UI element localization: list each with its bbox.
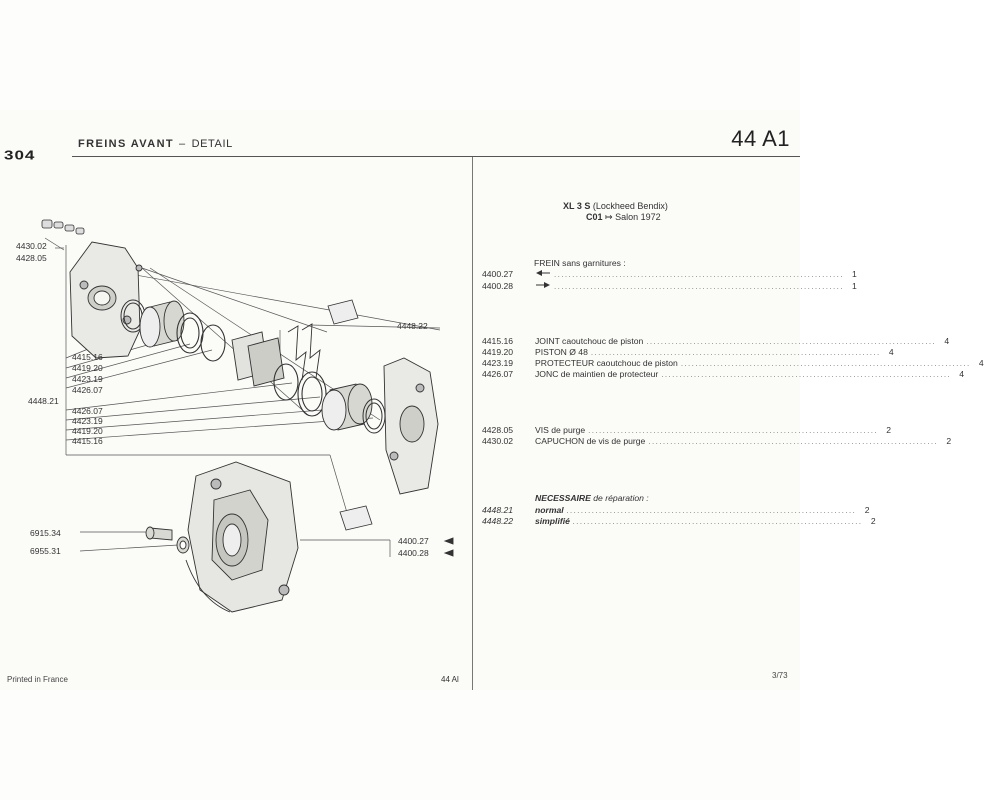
model-code: XL 3 S <box>563 201 591 211</box>
part-qty: 4 <box>959 369 965 379</box>
part-code: 4448.22 <box>482 516 514 526</box>
leader-dots: ................................................................................ <box>646 337 937 346</box>
model-maker: (Lockheed Bendix) <box>592 201 668 211</box>
leader-dots: ................................................................................ <box>572 517 863 526</box>
callout-4448-22: 4448.22 <box>397 321 428 331</box>
part-row <box>482 336 950 346</box>
footer-page-code: 44 Al <box>441 675 459 684</box>
repair-kit-title-bold: NECESSAIRE <box>535 493 591 503</box>
part-code: 4400.27 <box>482 269 514 279</box>
callout-4423-19-upper: 4423.19 <box>72 374 103 384</box>
callout-4415-16-upper: 4415.16 <box>72 352 103 362</box>
part-qty: 4 <box>978 358 984 368</box>
callout-4423-19-lower: 4423.19 <box>72 416 103 426</box>
callout-6915-34: 6915.34 <box>30 528 61 538</box>
page-code: 44 A1 <box>731 126 790 151</box>
section-subtitle: DETAIL <box>191 138 233 150</box>
part-qty: 1 <box>852 281 857 291</box>
from-code: C01 <box>586 212 603 222</box>
callout-4419-20-upper: 4419.20 <box>72 363 103 373</box>
leader-dots: ................................................................................ <box>590 348 881 357</box>
part-code: 4423.19 <box>482 358 514 368</box>
part-desc: PROTECTEUR caoutchouc de piston <box>535 358 678 368</box>
part-qty: 4 <box>944 336 950 346</box>
model-spec <box>563 201 668 211</box>
part-code: 4415.16 <box>482 336 514 346</box>
part-qty: 2 <box>870 516 876 526</box>
part-row <box>482 516 876 526</box>
part-qty: 1 <box>852 269 857 279</box>
callout-4426-07-upper: 4426.07 <box>72 385 103 395</box>
part-desc: CAPUCHON de vis de purge <box>535 436 646 446</box>
part-qty: 2 <box>864 505 870 515</box>
callout-4415-16-lower: 4415.16 <box>72 436 103 446</box>
column-divider <box>472 157 473 690</box>
brand-logo: 304 <box>4 148 36 163</box>
part-row <box>482 369 965 379</box>
right-arrow-icon <box>535 281 551 291</box>
section-title: FREINS AVANT <box>78 138 175 150</box>
part-row <box>482 358 984 368</box>
callout-4428-05: 4428.05 <box>16 253 47 263</box>
leader-dots: ................................................................................ <box>588 426 878 435</box>
part-row <box>482 347 894 357</box>
part-code: 4448.21 <box>482 505 514 515</box>
repair-kit-title <box>535 493 649 503</box>
callout-4426-07-lower: 4426.07 <box>72 406 103 416</box>
group1-title: FREIN sans garnitures : <box>534 258 626 268</box>
repair-kit-title-rest: de réparation : <box>593 493 649 503</box>
callout-6955-31: 6955.31 <box>30 546 61 556</box>
part-qty: 2 <box>886 425 891 435</box>
leader-dots: ................................................................................ <box>680 359 971 368</box>
leader-dots: ................................................................................ <box>566 506 857 515</box>
left-arrow-icon <box>535 269 551 279</box>
part-code: 4428.05 <box>482 425 514 435</box>
part-row <box>482 505 870 515</box>
title-separator: – <box>179 138 187 150</box>
footer-printed: Printed in France <box>7 675 68 684</box>
callout-4400-27: 4400.27 <box>398 536 429 546</box>
callout-4400-28: 4400.28 <box>398 548 429 558</box>
part-desc: VIS de purge <box>535 425 586 435</box>
callout-4430-02: 4430.02 <box>16 241 47 251</box>
part-desc: JOINT caoutchouc de piston <box>535 336 644 346</box>
part-code: 4430.02 <box>482 436 514 446</box>
part-qty: 4 <box>888 347 894 357</box>
callout-4419-20-lower: 4419.20 <box>72 426 103 436</box>
part-row <box>482 269 857 279</box>
callout-4448-21: 4448.21 <box>28 396 59 406</box>
exploded-brake-drawing <box>0 157 472 677</box>
leader-dots: ................................................................................ <box>648 437 939 446</box>
footer-date: 3/73 <box>772 671 788 680</box>
part-code: 4400.28 <box>482 281 514 291</box>
part-desc: PISTON Ø 48 <box>535 347 588 357</box>
page-title <box>78 138 233 150</box>
part-desc: JONC de maintien de protecteur <box>535 369 659 379</box>
part-row <box>482 436 952 446</box>
part-code: 4426.07 <box>482 369 514 379</box>
part-row <box>482 281 857 291</box>
part-desc: normal <box>535 505 564 515</box>
leader-dots: ................................................................................ <box>554 270 844 279</box>
from-text: Salon 1972 <box>615 212 661 222</box>
arrow-right-icon: ↦ <box>605 212 613 222</box>
part-code: 4419.20 <box>482 347 514 357</box>
applicability <box>586 212 661 223</box>
part-row <box>482 425 891 435</box>
part-desc: simplifié <box>535 516 570 526</box>
part-qty: 2 <box>946 436 952 446</box>
leader-dots: ................................................................................ <box>554 282 844 291</box>
leader-dots: ................................................................................ <box>661 370 952 379</box>
